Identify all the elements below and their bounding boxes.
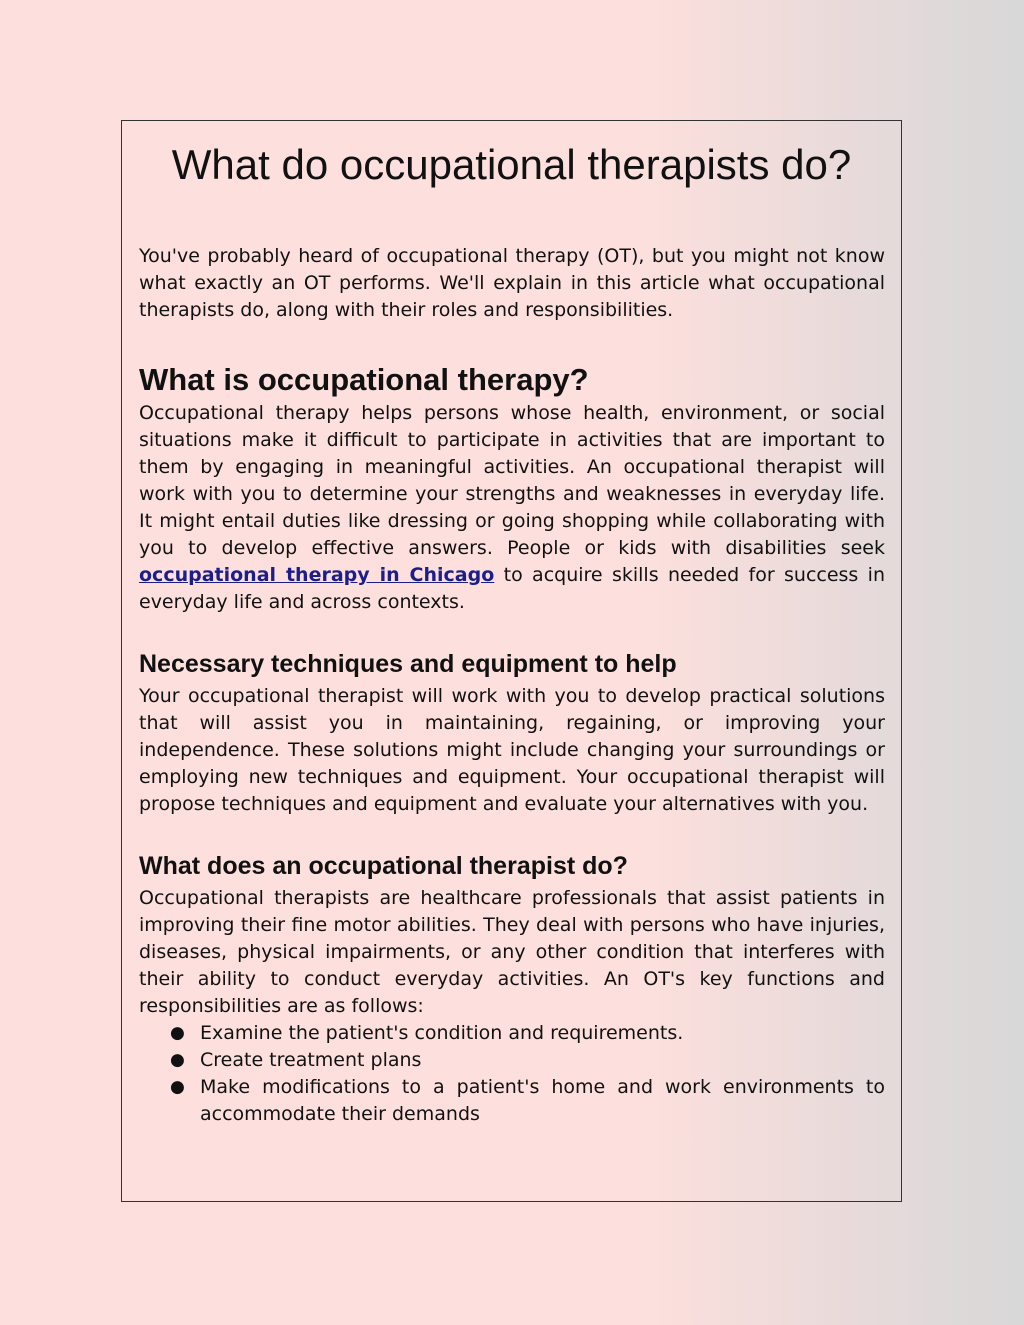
list-item-text: Make modifications to a patient's home and work environments to accommodate their demands [200, 1076, 885, 1125]
responsibilities-list [139, 1020, 885, 1128]
article-frame [121, 120, 902, 1202]
list-item [139, 1047, 885, 1074]
bullet-icon: ● [170, 1050, 185, 1070]
section-body-techniques: Your occupational therapist will work with you to develop practical solutions that will assist you in maintaining, regaining, or improving your independence. These solutions might include changing your surroundings or employing new techniques and equipment. Your occupational therapist will propose techniques and equipment and evaluate your alternatives with you. [139, 685, 885, 815]
section-heading-what-is-ot: What is occupational therapy? [139, 362, 589, 397]
occupational-therapy-chicago-link[interactable]: occupational therapy in Chicago [139, 564, 495, 586]
list-item [139, 1074, 885, 1128]
page-title: What do occupational therapists do? [171, 141, 852, 188]
section-heading-what-does-ot-do: What does an occupational therapist do? [139, 852, 628, 880]
list-item-text: Examine the patient's condition and requirements. [200, 1022, 684, 1044]
article-content [139, 243, 885, 1128]
section-body-what-does-ot-do: Occupational therapists are healthcare professionals that assist patients in improving their fine motor abilities. They deal with persons who have injuries, diseases, physical impairments, or any other condition that interferes with their ability to conduct everyday activities. An OT's key functions and responsibilities are as follows: [139, 887, 885, 1017]
body-text-after-link: to acquire skills needed for success in everyday life and across contexts. [139, 564, 886, 613]
list-item [139, 1020, 885, 1047]
section-body-what-is-ot [139, 400, 885, 616]
intro-paragraph: You've probably heard of occupational therapy (OT), but you might not know what exactly an OT performs. We'll explain in this article what occupational therapists do, along with their roles and responsibilities. [139, 245, 885, 321]
body-text-before-link: Occupational therapy helps persons whose health, environment, or social situations make it difficult to participate in activities that are important to them by engaging in meaningful activities. An occupational therapist will work with you to determine your strengths and weaknesses in everyday life. It might entail duties like dressing or going shopping while collaborating with you to develop effective answers. People or kids with disabilities seek [139, 402, 885, 559]
bullet-icon: ● [170, 1023, 185, 1043]
list-item-text: Create treatment plans [200, 1049, 422, 1071]
section-heading-techniques: Necessary techniques and equipment to help [139, 650, 677, 678]
bullet-icon: ● [170, 1077, 185, 1097]
